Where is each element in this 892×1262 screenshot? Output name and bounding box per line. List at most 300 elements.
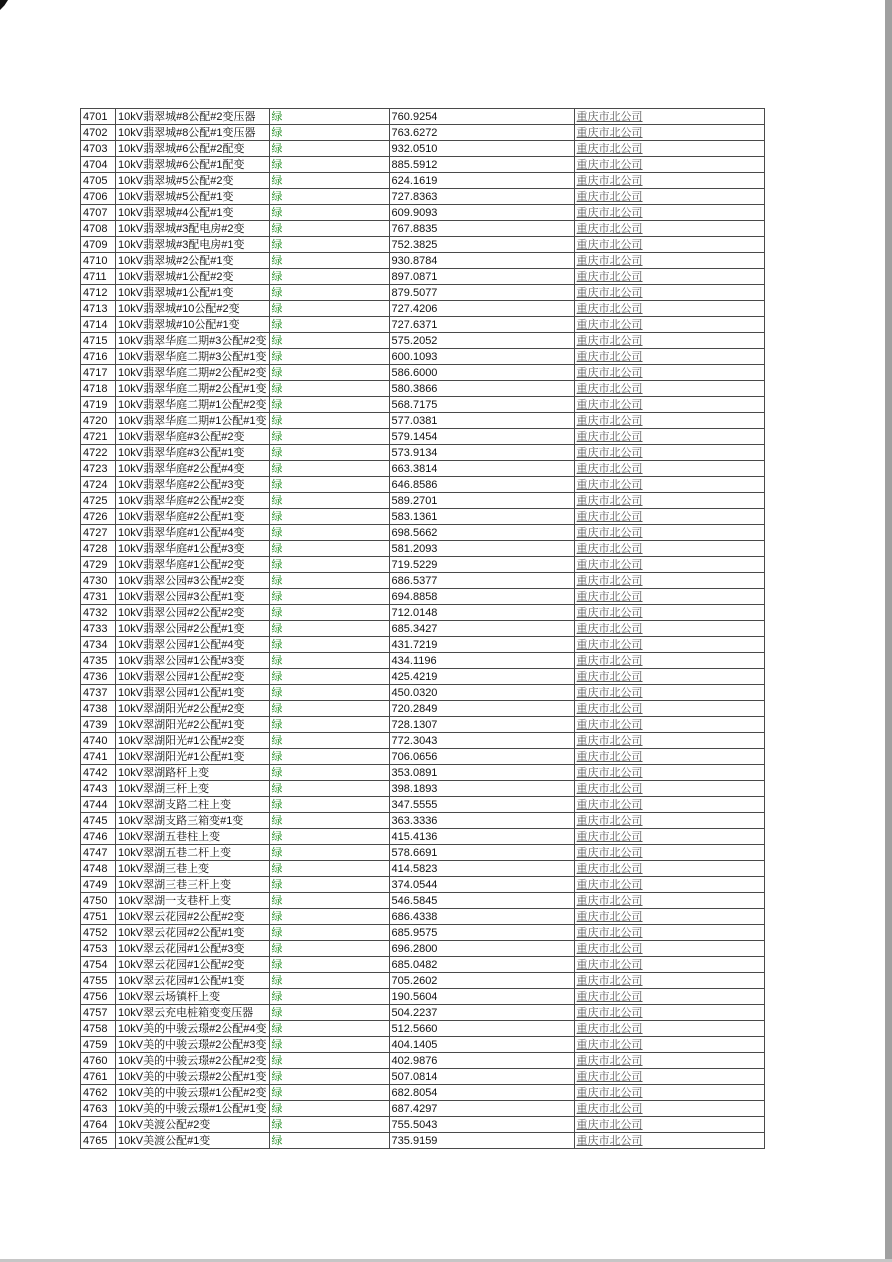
value-cell[interactable]: 589.2701 <box>389 493 574 509</box>
row-id-cell[interactable]: 4726 <box>81 509 116 525</box>
device-name-cell[interactable]: 10kV翠湖三杆上变 <box>116 781 270 797</box>
company-cell[interactable]: 重庆市北公司 <box>574 237 764 253</box>
company-cell[interactable]: 重庆市北公司 <box>574 685 764 701</box>
status-cell[interactable]: 绿 <box>269 637 389 653</box>
status-cell[interactable]: 绿 <box>269 813 389 829</box>
status-cell[interactable]: 绿 <box>269 573 389 589</box>
device-name-cell[interactable]: 10kV翡翠华庭二期#3公配#1变 <box>116 349 270 365</box>
row-id-cell[interactable]: 4737 <box>81 685 116 701</box>
row-id-cell[interactable]: 4711 <box>81 269 116 285</box>
company-cell[interactable]: 重庆市北公司 <box>574 541 764 557</box>
device-name-cell[interactable]: 10kV翡翠华庭#3公配#2变 <box>116 429 270 445</box>
device-name-cell[interactable]: 10kV翡翠公园#3公配#1变 <box>116 589 270 605</box>
device-name-cell[interactable]: 10kV翡翠城#1公配#2变 <box>116 269 270 285</box>
device-name-cell[interactable]: 10kV翠云花园#2公配#2变 <box>116 909 270 925</box>
value-cell[interactable]: 609.9093 <box>389 205 574 221</box>
status-cell[interactable]: 绿 <box>269 557 389 573</box>
company-cell[interactable]: 重庆市北公司 <box>574 525 764 541</box>
row-id-cell[interactable]: 4712 <box>81 285 116 301</box>
status-cell[interactable]: 绿 <box>269 109 389 125</box>
company-cell[interactable]: 重庆市北公司 <box>574 349 764 365</box>
device-name-cell[interactable]: 10kV翠湖三巷上变 <box>116 861 270 877</box>
status-cell[interactable]: 绿 <box>269 685 389 701</box>
value-cell[interactable]: 573.9134 <box>389 445 574 461</box>
device-name-cell[interactable]: 10kV翡翠城#6公配#2配变 <box>116 141 270 157</box>
status-cell[interactable]: 绿 <box>269 621 389 637</box>
company-cell[interactable]: 重庆市北公司 <box>574 989 764 1005</box>
row-id-cell[interactable]: 4757 <box>81 1005 116 1021</box>
row-id-cell[interactable]: 4725 <box>81 493 116 509</box>
device-name-cell[interactable]: 10kV翠云场镇杆上变 <box>116 989 270 1005</box>
device-name-cell[interactable]: 10kV翡翠城#1公配#1变 <box>116 285 270 301</box>
row-id-cell[interactable]: 4744 <box>81 797 116 813</box>
value-cell[interactable]: 450.0320 <box>389 685 574 701</box>
status-cell[interactable]: 绿 <box>269 189 389 205</box>
row-id-cell[interactable]: 4727 <box>81 525 116 541</box>
value-cell[interactable]: 727.4206 <box>389 301 574 317</box>
device-name-cell[interactable]: 10kV美的中骏云璟#1公配#1变 <box>116 1101 270 1117</box>
company-cell[interactable]: 重庆市北公司 <box>574 429 764 445</box>
value-cell[interactable]: 719.5229 <box>389 557 574 573</box>
device-name-cell[interactable]: 10kV翠湖路杆上变 <box>116 765 270 781</box>
row-id-cell[interactable]: 4738 <box>81 701 116 717</box>
status-cell[interactable]: 绿 <box>269 429 389 445</box>
value-cell[interactable]: 879.5077 <box>389 285 574 301</box>
value-cell[interactable]: 512.5660 <box>389 1021 574 1037</box>
row-id-cell[interactable]: 4760 <box>81 1053 116 1069</box>
row-id-cell[interactable]: 4747 <box>81 845 116 861</box>
device-name-cell[interactable]: 10kV翡翠城#2公配#1变 <box>116 253 270 269</box>
status-cell[interactable]: 绿 <box>269 733 389 749</box>
company-cell[interactable]: 重庆市北公司 <box>574 1037 764 1053</box>
status-cell[interactable]: 绿 <box>269 861 389 877</box>
company-cell[interactable]: 重庆市北公司 <box>574 333 764 349</box>
value-cell[interactable]: 694.8858 <box>389 589 574 605</box>
status-cell[interactable]: 绿 <box>269 477 389 493</box>
company-cell[interactable]: 重庆市北公司 <box>574 461 764 477</box>
status-cell[interactable]: 绿 <box>269 461 389 477</box>
device-name-cell[interactable]: 10kV翡翠城#6公配#1配变 <box>116 157 270 173</box>
company-cell[interactable]: 重庆市北公司 <box>574 973 764 989</box>
company-cell[interactable]: 重庆市北公司 <box>574 861 764 877</box>
value-cell[interactable]: 504.2237 <box>389 1005 574 1021</box>
value-cell[interactable]: 425.4219 <box>389 669 574 685</box>
value-cell[interactable]: 624.1619 <box>389 173 574 189</box>
value-cell[interactable]: 600.1093 <box>389 349 574 365</box>
value-cell[interactable]: 772.3043 <box>389 733 574 749</box>
row-id-cell[interactable]: 4764 <box>81 1117 116 1133</box>
value-cell[interactable]: 686.5377 <box>389 573 574 589</box>
value-cell[interactable]: 767.8835 <box>389 221 574 237</box>
status-cell[interactable]: 绿 <box>269 301 389 317</box>
status-cell[interactable]: 绿 <box>269 1053 389 1069</box>
device-name-cell[interactable]: 10kV翡翠华庭#3公配#1变 <box>116 445 270 461</box>
row-id-cell[interactable]: 4742 <box>81 765 116 781</box>
value-cell[interactable]: 682.8054 <box>389 1085 574 1101</box>
company-cell[interactable]: 重庆市北公司 <box>574 1069 764 1085</box>
company-cell[interactable]: 重庆市北公司 <box>574 285 764 301</box>
status-cell[interactable]: 绿 <box>269 237 389 253</box>
status-cell[interactable]: 绿 <box>269 173 389 189</box>
company-cell[interactable]: 重庆市北公司 <box>574 589 764 605</box>
row-id-cell[interactable]: 4745 <box>81 813 116 829</box>
company-cell[interactable]: 重庆市北公司 <box>574 733 764 749</box>
value-cell[interactable]: 586.6000 <box>389 365 574 381</box>
status-cell[interactable]: 绿 <box>269 989 389 1005</box>
device-name-cell[interactable]: 10kV翠湖五巷二杆上变 <box>116 845 270 861</box>
company-cell[interactable]: 重庆市北公司 <box>574 477 764 493</box>
row-id-cell[interactable]: 4736 <box>81 669 116 685</box>
value-cell[interactable]: 727.6371 <box>389 317 574 333</box>
company-cell[interactable]: 重庆市北公司 <box>574 781 764 797</box>
value-cell[interactable]: 760.9254 <box>389 109 574 125</box>
row-id-cell[interactable]: 4734 <box>81 637 116 653</box>
status-cell[interactable]: 绿 <box>269 1133 389 1149</box>
company-cell[interactable]: 重庆市北公司 <box>574 1053 764 1069</box>
row-id-cell[interactable]: 4724 <box>81 477 116 493</box>
company-cell[interactable]: 重庆市北公司 <box>574 1085 764 1101</box>
status-cell[interactable]: 绿 <box>269 909 389 925</box>
row-id-cell[interactable]: 4746 <box>81 829 116 845</box>
status-cell[interactable]: 绿 <box>269 1005 389 1021</box>
device-name-cell[interactable]: 10kV美渡公配#1变 <box>116 1133 270 1149</box>
device-name-cell[interactable]: 10kV美渡公配#2变 <box>116 1117 270 1133</box>
company-cell[interactable]: 重庆市北公司 <box>574 301 764 317</box>
row-id-cell[interactable]: 4765 <box>81 1133 116 1149</box>
row-id-cell[interactable]: 4749 <box>81 877 116 893</box>
row-id-cell[interactable]: 4735 <box>81 653 116 669</box>
device-name-cell[interactable]: 10kV翡翠华庭二期#3公配#2变 <box>116 333 270 349</box>
device-name-cell[interactable]: 10kV翡翠城#10公配#2变 <box>116 301 270 317</box>
row-id-cell[interactable]: 4739 <box>81 717 116 733</box>
device-name-cell[interactable]: 10kV翡翠华庭#2公配#2变 <box>116 493 270 509</box>
value-cell[interactable]: 763.6272 <box>389 125 574 141</box>
status-cell[interactable]: 绿 <box>269 653 389 669</box>
company-cell[interactable]: 重庆市北公司 <box>574 1021 764 1037</box>
device-name-cell[interactable]: 10kV翡翠城#5公配#1变 <box>116 189 270 205</box>
value-cell[interactable]: 930.8784 <box>389 253 574 269</box>
value-cell[interactable]: 402.9876 <box>389 1053 574 1069</box>
status-cell[interactable]: 绿 <box>269 381 389 397</box>
company-cell[interactable]: 重庆市北公司 <box>574 573 764 589</box>
status-cell[interactable]: 绿 <box>269 1069 389 1085</box>
company-cell[interactable]: 重庆市北公司 <box>574 109 764 125</box>
status-cell[interactable]: 绿 <box>269 157 389 173</box>
device-name-cell[interactable]: 10kV翡翠华庭#1公配#3变 <box>116 541 270 557</box>
device-name-cell[interactable]: 10kV翠湖五巷柱上变 <box>116 829 270 845</box>
company-cell[interactable]: 重庆市北公司 <box>574 509 764 525</box>
company-cell[interactable]: 重庆市北公司 <box>574 941 764 957</box>
device-name-cell[interactable]: 10kV翡翠城#3配电房#2变 <box>116 221 270 237</box>
company-cell[interactable]: 重庆市北公司 <box>574 717 764 733</box>
company-cell[interactable]: 重庆市北公司 <box>574 317 764 333</box>
row-id-cell[interactable]: 4731 <box>81 589 116 605</box>
company-cell[interactable]: 重庆市北公司 <box>574 157 764 173</box>
row-id-cell[interactable]: 4748 <box>81 861 116 877</box>
device-name-cell[interactable]: 10kV翠湖一支巷杆上变 <box>116 893 270 909</box>
status-cell[interactable]: 绿 <box>269 349 389 365</box>
row-id-cell[interactable]: 4714 <box>81 317 116 333</box>
company-cell[interactable]: 重庆市北公司 <box>574 365 764 381</box>
status-cell[interactable]: 绿 <box>269 253 389 269</box>
device-name-cell[interactable]: 10kV翡翠华庭#2公配#3变 <box>116 477 270 493</box>
company-cell[interactable]: 重庆市北公司 <box>574 381 764 397</box>
company-cell[interactable]: 重庆市北公司 <box>574 125 764 141</box>
device-name-cell[interactable]: 10kV美的中骏云璟#1公配#2变 <box>116 1085 270 1101</box>
status-cell[interactable]: 绿 <box>269 525 389 541</box>
device-name-cell[interactable]: 10kV翡翠城#8公配#2变压器 <box>116 109 270 125</box>
status-cell[interactable]: 绿 <box>269 397 389 413</box>
value-cell[interactable]: 686.4338 <box>389 909 574 925</box>
value-cell[interactable]: 646.8586 <box>389 477 574 493</box>
company-cell[interactable]: 重庆市北公司 <box>574 173 764 189</box>
company-cell[interactable]: 重庆市北公司 <box>574 1005 764 1021</box>
value-cell[interactable]: 728.1307 <box>389 717 574 733</box>
status-cell[interactable]: 绿 <box>269 877 389 893</box>
device-name-cell[interactable]: 10kV翡翠华庭#1公配#4变 <box>116 525 270 541</box>
device-name-cell[interactable]: 10kV翡翠城#8公配#1变压器 <box>116 125 270 141</box>
device-name-cell[interactable]: 10kV翡翠城#5公配#2变 <box>116 173 270 189</box>
company-cell[interactable]: 重庆市北公司 <box>574 765 764 781</box>
device-name-cell[interactable]: 10kV美的中骏云璟#2公配#1变 <box>116 1069 270 1085</box>
row-id-cell[interactable]: 4741 <box>81 749 116 765</box>
value-cell[interactable]: 705.2602 <box>389 973 574 989</box>
status-cell[interactable]: 绿 <box>269 1085 389 1101</box>
device-name-cell[interactable]: 10kV翡翠华庭二期#2公配#2变 <box>116 365 270 381</box>
status-cell[interactable]: 绿 <box>269 493 389 509</box>
company-cell[interactable]: 重庆市北公司 <box>574 1117 764 1133</box>
value-cell[interactable]: 897.0871 <box>389 269 574 285</box>
device-name-cell[interactable]: 10kV翡翠城#4公配#1变 <box>116 205 270 221</box>
value-cell[interactable]: 434.1196 <box>389 653 574 669</box>
company-cell[interactable]: 重庆市北公司 <box>574 637 764 653</box>
device-name-cell[interactable]: 10kV翡翠公园#1公配#3变 <box>116 653 270 669</box>
row-id-cell[interactable]: 4703 <box>81 141 116 157</box>
status-cell[interactable]: 绿 <box>269 285 389 301</box>
status-cell[interactable]: 绿 <box>269 1101 389 1117</box>
device-name-cell[interactable]: 10kV翡翠华庭#1公配#2变 <box>116 557 270 573</box>
device-name-cell[interactable]: 10kV翡翠华庭二期#1公配#2变 <box>116 397 270 413</box>
value-cell[interactable]: 696.2800 <box>389 941 574 957</box>
row-id-cell[interactable]: 4754 <box>81 957 116 973</box>
device-name-cell[interactable]: 10kV翡翠华庭二期#1公配#1变 <box>116 413 270 429</box>
value-cell[interactable]: 546.5845 <box>389 893 574 909</box>
company-cell[interactable]: 重庆市北公司 <box>574 669 764 685</box>
device-name-cell[interactable]: 10kV翡翠公园#3公配#2变 <box>116 573 270 589</box>
status-cell[interactable]: 绿 <box>269 445 389 461</box>
row-id-cell[interactable]: 4730 <box>81 573 116 589</box>
status-cell[interactable]: 绿 <box>269 317 389 333</box>
device-name-cell[interactable]: 10kV翡翠城#3配电房#1变 <box>116 237 270 253</box>
status-cell[interactable]: 绿 <box>269 717 389 733</box>
company-cell[interactable]: 重庆市北公司 <box>574 221 764 237</box>
status-cell[interactable]: 绿 <box>269 941 389 957</box>
status-cell[interactable]: 绿 <box>269 205 389 221</box>
status-cell[interactable]: 绿 <box>269 221 389 237</box>
row-id-cell[interactable]: 4709 <box>81 237 116 253</box>
device-name-cell[interactable]: 10kV翠云花园#1公配#3变 <box>116 941 270 957</box>
value-cell[interactable]: 685.0482 <box>389 957 574 973</box>
value-cell[interactable]: 581.2093 <box>389 541 574 557</box>
device-name-cell[interactable]: 10kV翡翠华庭二期#2公配#1变 <box>116 381 270 397</box>
company-cell[interactable]: 重庆市北公司 <box>574 749 764 765</box>
row-id-cell[interactable]: 4753 <box>81 941 116 957</box>
device-name-cell[interactable]: 10kV翠湖阳光#1公配#1变 <box>116 749 270 765</box>
row-id-cell[interactable]: 4702 <box>81 125 116 141</box>
company-cell[interactable]: 重庆市北公司 <box>574 797 764 813</box>
value-cell[interactable]: 885.5912 <box>389 157 574 173</box>
company-cell[interactable]: 重庆市北公司 <box>574 269 764 285</box>
company-cell[interactable]: 重庆市北公司 <box>574 621 764 637</box>
company-cell[interactable]: 重庆市北公司 <box>574 397 764 413</box>
device-name-cell[interactable]: 10kV翡翠华庭#2公配#4变 <box>116 461 270 477</box>
status-cell[interactable]: 绿 <box>269 973 389 989</box>
value-cell[interactable]: 431.7219 <box>389 637 574 653</box>
value-cell[interactable]: 578.6691 <box>389 845 574 861</box>
company-cell[interactable]: 重庆市北公司 <box>574 701 764 717</box>
device-name-cell[interactable]: 10kV翠云花园#1公配#1变 <box>116 973 270 989</box>
company-cell[interactable]: 重庆市北公司 <box>574 557 764 573</box>
device-name-cell[interactable]: 10kV翡翠公园#1公配#1变 <box>116 685 270 701</box>
company-cell[interactable]: 重庆市北公司 <box>574 813 764 829</box>
value-cell[interactable]: 583.1361 <box>389 509 574 525</box>
row-id-cell[interactable]: 4713 <box>81 301 116 317</box>
device-name-cell[interactable]: 10kV翠湖三巷三杆上变 <box>116 877 270 893</box>
value-cell[interactable]: 685.9575 <box>389 925 574 941</box>
row-id-cell[interactable]: 4701 <box>81 109 116 125</box>
row-id-cell[interactable]: 4706 <box>81 189 116 205</box>
device-name-cell[interactable]: 10kV翠湖支路三箱变#1变 <box>116 813 270 829</box>
status-cell[interactable]: 绿 <box>269 1037 389 1053</box>
row-id-cell[interactable]: 4710 <box>81 253 116 269</box>
status-cell[interactable]: 绿 <box>269 605 389 621</box>
status-cell[interactable]: 绿 <box>269 509 389 525</box>
status-cell[interactable]: 绿 <box>269 845 389 861</box>
value-cell[interactable]: 579.1454 <box>389 429 574 445</box>
value-cell[interactable]: 404.1405 <box>389 1037 574 1053</box>
row-id-cell[interactable]: 4718 <box>81 381 116 397</box>
status-cell[interactable]: 绿 <box>269 797 389 813</box>
device-name-cell[interactable]: 10kV翠云充电桩箱变变压器 <box>116 1005 270 1021</box>
status-cell[interactable]: 绿 <box>269 125 389 141</box>
row-id-cell[interactable]: 4719 <box>81 397 116 413</box>
row-id-cell[interactable]: 4758 <box>81 1021 116 1037</box>
value-cell[interactable]: 727.8363 <box>389 189 574 205</box>
value-cell[interactable]: 577.0381 <box>389 413 574 429</box>
row-id-cell[interactable]: 4704 <box>81 157 116 173</box>
row-id-cell[interactable]: 4720 <box>81 413 116 429</box>
value-cell[interactable]: 353.0891 <box>389 765 574 781</box>
status-cell[interactable]: 绿 <box>269 893 389 909</box>
row-id-cell[interactable]: 4763 <box>81 1101 116 1117</box>
value-cell[interactable]: 698.5662 <box>389 525 574 541</box>
device-name-cell[interactable]: 10kV翠云花园#2公配#1变 <box>116 925 270 941</box>
company-cell[interactable]: 重庆市北公司 <box>574 653 764 669</box>
value-cell[interactable]: 363.3336 <box>389 813 574 829</box>
value-cell[interactable]: 347.5555 <box>389 797 574 813</box>
value-cell[interactable]: 374.0544 <box>389 877 574 893</box>
status-cell[interactable]: 绿 <box>269 925 389 941</box>
company-cell[interactable]: 重庆市北公司 <box>574 829 764 845</box>
row-id-cell[interactable]: 4755 <box>81 973 116 989</box>
status-cell[interactable]: 绿 <box>269 1117 389 1133</box>
value-cell[interactable]: 755.5043 <box>389 1117 574 1133</box>
device-name-cell[interactable]: 10kV翡翠公园#2公配#2变 <box>116 605 270 621</box>
value-cell[interactable]: 580.3866 <box>389 381 574 397</box>
status-cell[interactable]: 绿 <box>269 589 389 605</box>
device-name-cell[interactable]: 10kV美的中骏云璟#2公配#3变 <box>116 1037 270 1053</box>
row-id-cell[interactable]: 4732 <box>81 605 116 621</box>
row-id-cell[interactable]: 4740 <box>81 733 116 749</box>
row-id-cell[interactable]: 4750 <box>81 893 116 909</box>
device-name-cell[interactable]: 10kV翡翠城#10公配#1变 <box>116 317 270 333</box>
device-name-cell[interactable]: 10kV美的中骏云璟#2公配#4变 <box>116 1021 270 1037</box>
company-cell[interactable]: 重庆市北公司 <box>574 1101 764 1117</box>
status-cell[interactable]: 绿 <box>269 413 389 429</box>
value-cell[interactable]: 575.2052 <box>389 333 574 349</box>
company-cell[interactable]: 重庆市北公司 <box>574 141 764 157</box>
row-id-cell[interactable]: 4762 <box>81 1085 116 1101</box>
value-cell[interactable]: 752.3825 <box>389 237 574 253</box>
value-cell[interactable]: 685.3427 <box>389 621 574 637</box>
value-cell[interactable]: 190.5604 <box>389 989 574 1005</box>
row-id-cell[interactable]: 4716 <box>81 349 116 365</box>
device-name-cell[interactable]: 10kV翠湖阳光#2公配#2变 <box>116 701 270 717</box>
value-cell[interactable]: 415.4136 <box>389 829 574 845</box>
company-cell[interactable]: 重庆市北公司 <box>574 493 764 509</box>
value-cell[interactable]: 507.0814 <box>389 1069 574 1085</box>
device-name-cell[interactable]: 10kV美的中骏云璟#2公配#2变 <box>116 1053 270 1069</box>
device-name-cell[interactable]: 10kV翡翠公园#1公配#2变 <box>116 669 270 685</box>
row-id-cell[interactable]: 4717 <box>81 365 116 381</box>
row-id-cell[interactable]: 4751 <box>81 909 116 925</box>
company-cell[interactable]: 重庆市北公司 <box>574 605 764 621</box>
device-name-cell[interactable]: 10kV翡翠华庭#2公配#1变 <box>116 509 270 525</box>
device-name-cell[interactable]: 10kV翠湖支路二柱上变 <box>116 797 270 813</box>
company-cell[interactable]: 重庆市北公司 <box>574 925 764 941</box>
row-id-cell[interactable]: 4752 <box>81 925 116 941</box>
status-cell[interactable]: 绿 <box>269 781 389 797</box>
status-cell[interactable]: 绿 <box>269 333 389 349</box>
row-id-cell[interactable]: 4721 <box>81 429 116 445</box>
value-cell[interactable]: 712.0148 <box>389 605 574 621</box>
status-cell[interactable]: 绿 <box>269 957 389 973</box>
value-cell[interactable]: 568.7175 <box>389 397 574 413</box>
row-id-cell[interactable]: 4733 <box>81 621 116 637</box>
company-cell[interactable]: 重庆市北公司 <box>574 413 764 429</box>
row-id-cell[interactable]: 4756 <box>81 989 116 1005</box>
device-name-cell[interactable]: 10kV翡翠公园#2公配#1变 <box>116 621 270 637</box>
device-name-cell[interactable]: 10kV翠湖阳光#1公配#2变 <box>116 733 270 749</box>
value-cell[interactable]: 414.5823 <box>389 861 574 877</box>
device-name-cell[interactable]: 10kV翠云花园#1公配#2变 <box>116 957 270 973</box>
value-cell[interactable]: 932.0510 <box>389 141 574 157</box>
row-id-cell[interactable]: 4715 <box>81 333 116 349</box>
company-cell[interactable]: 重庆市北公司 <box>574 909 764 925</box>
status-cell[interactable]: 绿 <box>269 1021 389 1037</box>
status-cell[interactable]: 绿 <box>269 141 389 157</box>
row-id-cell[interactable]: 4708 <box>81 221 116 237</box>
row-id-cell[interactable]: 4729 <box>81 557 116 573</box>
row-id-cell[interactable]: 4705 <box>81 173 116 189</box>
company-cell[interactable]: 重庆市北公司 <box>574 845 764 861</box>
company-cell[interactable]: 重庆市北公司 <box>574 189 764 205</box>
company-cell[interactable]: 重庆市北公司 <box>574 1133 764 1149</box>
device-name-cell[interactable]: 10kV翠湖阳光#2公配#1变 <box>116 717 270 733</box>
row-id-cell[interactable]: 4707 <box>81 205 116 221</box>
status-cell[interactable]: 绿 <box>269 765 389 781</box>
status-cell[interactable]: 绿 <box>269 269 389 285</box>
